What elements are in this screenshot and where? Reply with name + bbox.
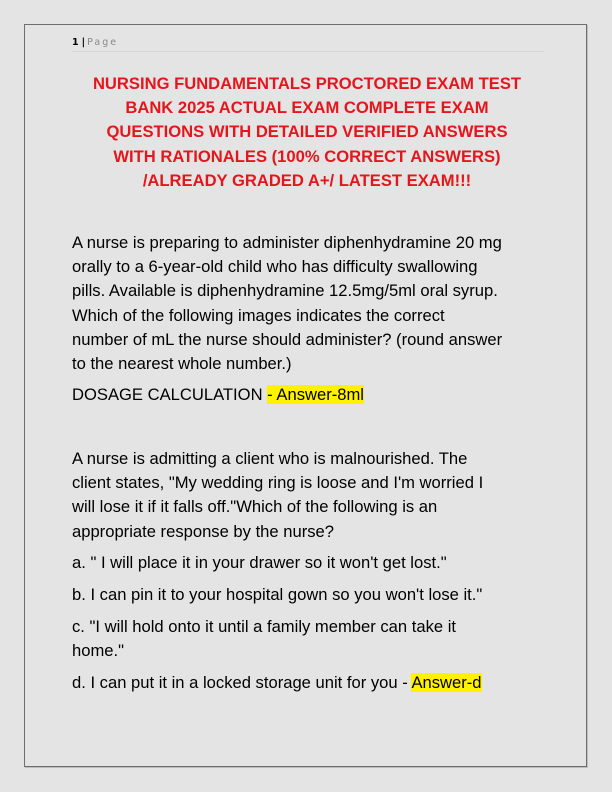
stem-line: appropriate response by the nurse? bbox=[72, 521, 334, 541]
question-2-option-d: d. I can put it in a locked storage unit for you - Answer-d bbox=[72, 673, 482, 692]
question-1-answer-highlight: - Answer-8ml bbox=[267, 385, 364, 404]
question-2-answer-highlight: Answer-d bbox=[411, 673, 482, 692]
question-1-label: DOSAGE CALCULATION bbox=[72, 385, 268, 404]
stem-line: client states, "My wedding ring is loose and I'm worried I bbox=[72, 473, 484, 493]
stem-line: will lose it if it falls off."Which of the following is an bbox=[72, 497, 438, 517]
stem-line: orally to a 6-year-old child who has difficulty swallowing bbox=[72, 257, 478, 277]
document-title bbox=[64, 72, 550, 193]
stem-line: Which of the following images indicates the correct bbox=[72, 305, 445, 325]
stem-line: A nurse is preparing to administer diphenhydramine 20 mg bbox=[72, 233, 502, 252]
question-1-stem bbox=[72, 231, 552, 376]
title-line: QUESTIONS WITH DETAILED VERIFIED ANSWERS bbox=[106, 122, 508, 142]
question-1-answer-line bbox=[72, 383, 552, 407]
question-2-option-a: a. " I will place it in your drawer so it won't get lost." bbox=[72, 553, 447, 572]
title-line: WITH RATIONALES (100% CORRECT ANSWERS) bbox=[113, 146, 501, 166]
question-2-option-c: c. "I will hold onto it until a family member can take it home." bbox=[72, 617, 457, 661]
question-2-stem bbox=[72, 447, 552, 544]
page-label: Page bbox=[87, 37, 119, 48]
stem-line: to the nearest whole number.) bbox=[72, 354, 292, 374]
page-separator: | bbox=[81, 37, 86, 48]
title-line: BANK 2025 ACTUAL EXAM COMPLETE EXAM bbox=[125, 98, 489, 118]
stem-line: pills. Available is diphenhydramine 12.5mg/5ml oral syrup. bbox=[72, 281, 498, 301]
stem-line: number of mL the nurse should administer? (round answer bbox=[72, 329, 503, 349]
question-2-option-b: b. I can pin it to your hospital gown so you won't lose it." bbox=[72, 585, 483, 604]
page-number: 1 bbox=[72, 37, 79, 48]
page-header bbox=[72, 36, 544, 52]
title-line: NURSING FUNDAMENTALS PROCTORED EXAM TEST bbox=[92, 74, 522, 93]
title-line: /ALREADY GRADED A+/ LATEST EXAM!!! bbox=[142, 170, 472, 190]
stem-line: A nurse is admitting a client who is malnourished. The bbox=[72, 449, 468, 468]
